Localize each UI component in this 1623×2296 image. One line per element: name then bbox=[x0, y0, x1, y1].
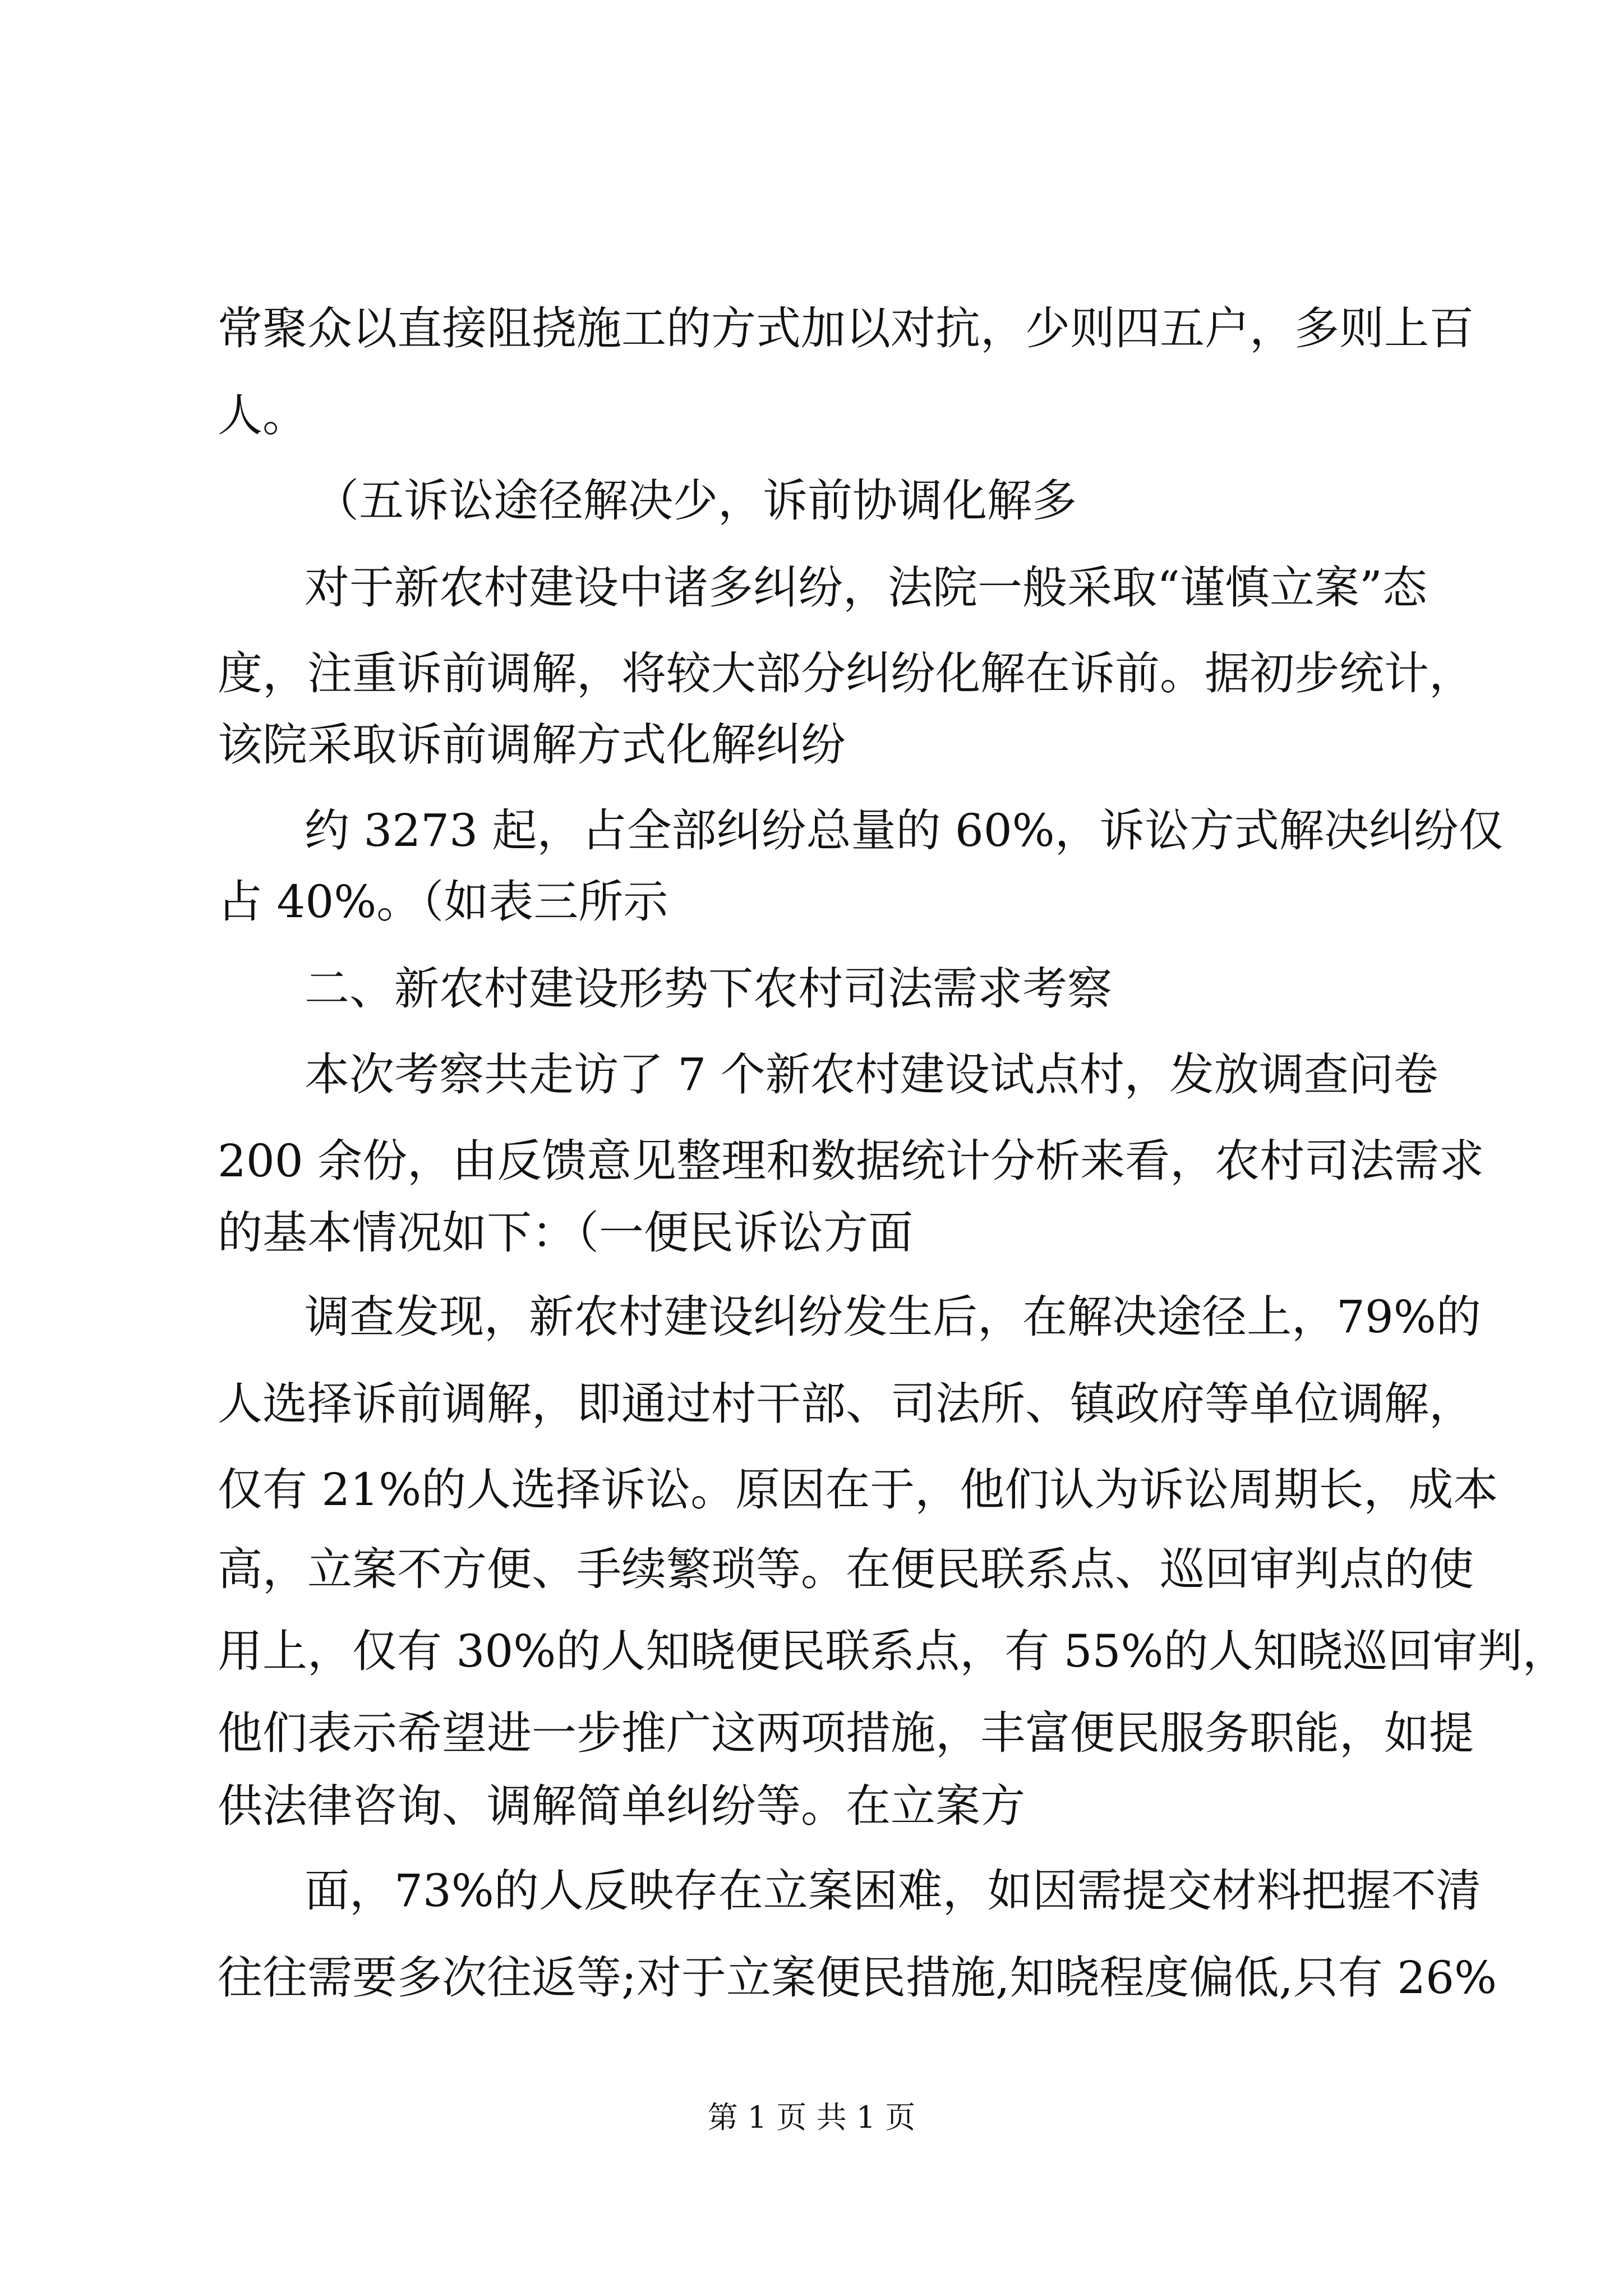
text-line-8: 占 40%。（如表三所示 bbox=[218, 876, 668, 928]
text-line-14: 人选择诉前调解，即通过村干部、司法所、镇政府等单位调解， bbox=[218, 1378, 1474, 1430]
section-heading-2: 二、新农村建设形势下农村司法需求考察 bbox=[305, 963, 1112, 1015]
text-line-2: 人。 bbox=[218, 389, 307, 441]
text-line-6: 该院采取诉前调解方式化解纠纷 bbox=[218, 719, 846, 771]
text-line-13: 调查发现，新农村建设纠纷发生后，在解决途径上，79%的 bbox=[305, 1291, 1481, 1343]
text-line-5: 度，注重诉前调解，将较大部分纠纷化解在诉前。据初步统计， bbox=[218, 647, 1474, 700]
text-line-18: 他们表示希望进一步推广这两项措施，丰富便民服务职能，如提 bbox=[218, 1707, 1474, 1759]
text-line-15: 仅有 21%的人选择诉讼。原因在于，他们认为诉讼周期长，成本 bbox=[218, 1464, 1498, 1516]
text-line-7: 约 3273 起，占全部纠纷总量的 60%，诉讼方式解决纠纷仅 bbox=[305, 804, 1504, 857]
text-line-10: 本次考察共走访了 7 个新农村建设试点村，发放调查问卷 bbox=[305, 1048, 1438, 1101]
text-line-11: 200 余份，由反馈意见整理和数据统计分析来看，农村司法需求 bbox=[218, 1135, 1484, 1187]
text-line-20: 面，73%的人反映存在立案困难，如因需提交材料把握不清 bbox=[305, 1865, 1481, 1917]
text-line-16: 高，立案不方便、手续繁琐等。在便民联系点、巡回审判点的使 bbox=[218, 1543, 1474, 1595]
page-number: 第 1 页 共 1 页 bbox=[707, 2100, 916, 2135]
text-line-21: 往往需要多次往返等;对于立案便民措施,知晓程度偏低,只有 26% bbox=[218, 1952, 1497, 2004]
text-line-19: 供法律咨询、调解简单纠纷等。在立案方 bbox=[218, 1780, 1025, 1832]
section-heading-5: （五诉讼途径解决少，诉前协调化解多 bbox=[314, 475, 1077, 527]
text-line-1: 常聚众以直接阻挠施工的方式加以对抗，少则四五户，多则上百 bbox=[218, 302, 1474, 355]
text-line-17: 用上，仅有 30%的人知晓便民联系点，有 55%的人知晓巡回审判， bbox=[218, 1625, 1567, 1677]
text-line-12: 的基本情况如下：（一便民诉讼方面 bbox=[218, 1207, 913, 1259]
text-line-4: 对于新农村建设中诸多纠纷，法院一般采取“谨慎立案”态 bbox=[305, 562, 1427, 614]
